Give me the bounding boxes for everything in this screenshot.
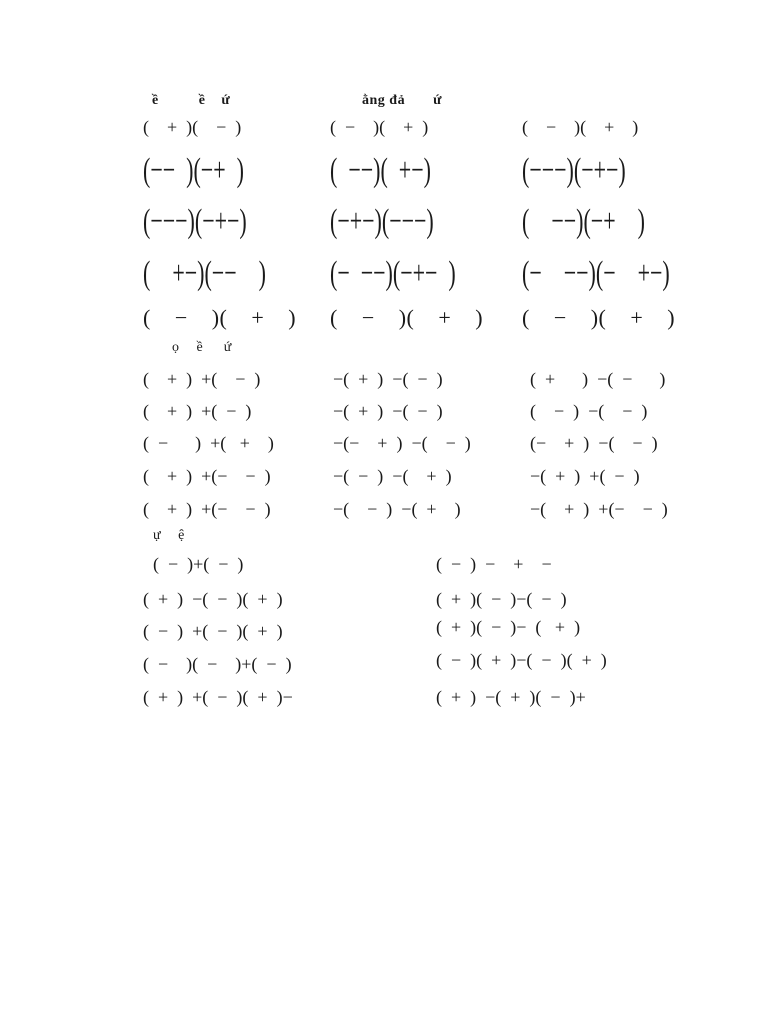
expression: ( + ) −( − ): [530, 369, 666, 389]
section3-title: ự ệ: [153, 528, 185, 543]
expression: ( + ) −( + )( − )+: [436, 687, 586, 707]
expression: ( − )( + ): [522, 117, 639, 137]
expression: ( +−)(−− ): [143, 252, 266, 292]
expression: ( + ) +(− − ): [143, 499, 271, 519]
expression: (−+−)(−−−): [330, 200, 434, 240]
expression: ( − )( + )−( − )( + ): [436, 650, 607, 670]
expression: (− −−)(−+− ): [330, 252, 456, 292]
expression: ( − )+( − ): [153, 554, 244, 574]
expression: ( − )( + ): [522, 305, 676, 330]
section2-title: ọ ề ứ: [172, 340, 232, 355]
expression: ( − ) +( + ): [143, 433, 274, 453]
expression: ( + ) +(− − ): [143, 466, 271, 486]
expression: −( − ) −( + ): [333, 466, 452, 486]
expression: ( + )( − )− ( + ): [436, 617, 581, 637]
expression: ( − )( + ): [143, 305, 297, 330]
expression: (− −−)(− +−): [522, 252, 670, 292]
expression: (−−−)(−+−): [143, 200, 247, 240]
expression: ( + ) +( − )( + )−: [143, 687, 293, 707]
expression: −( + ) +( − ): [530, 466, 640, 486]
expression: −(− + ) −( − ): [333, 433, 471, 453]
expression: (−−−)(−+−): [522, 149, 626, 189]
expression: −( + ) +(− − ): [530, 499, 668, 519]
expression: −( + ) −( − ): [333, 369, 443, 389]
expression: ( + )( − ): [143, 117, 242, 137]
expression: −( + ) −( − ): [333, 401, 443, 421]
expression: ( −−)( +−): [330, 149, 431, 189]
expression: (− + ) −( − ): [530, 433, 658, 453]
expression: ( − )( − )+( − ): [143, 654, 292, 674]
header-col1: ề ề ứ: [152, 93, 231, 108]
expression: ( + ) +( − ): [143, 369, 261, 389]
expression: ( + )( − )−( − ): [436, 589, 567, 609]
expression: ( − ) +( − )( + ): [143, 621, 283, 641]
header-col2: ằng đả ứ: [362, 93, 442, 108]
expression: −( − ) −( + ): [333, 499, 461, 519]
expression: ( − ) − + −: [436, 554, 552, 574]
expression: (−− )(−+ ): [143, 149, 244, 189]
expression: ( + ) −( − )( + ): [143, 589, 283, 609]
expression: ( − )( + ): [330, 117, 429, 137]
expression: ( − ) −( − ): [530, 401, 648, 421]
expression: ( −−)(−+ ): [522, 200, 645, 240]
expression: ( − )( + ): [330, 305, 484, 330]
expression: ( + ) +( − ): [143, 401, 252, 421]
